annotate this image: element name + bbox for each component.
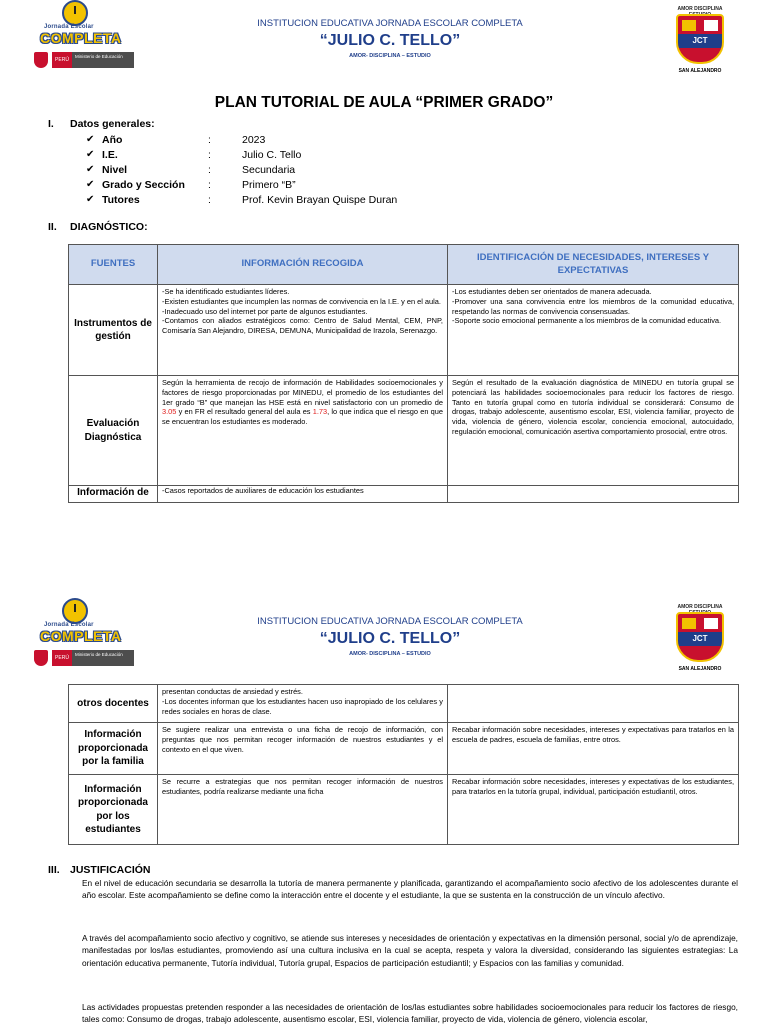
logo-completa-text: COMPLETA	[40, 30, 122, 46]
page-header	[0, 0, 768, 80]
info-cell: Se recurre a estrategias que nos permitan recoger información de nuestros estudiantes, podría realizarse mediante una ficha	[158, 775, 448, 845]
jornada-completa-logo	[34, 0, 134, 78]
general-value: 2023	[242, 133, 266, 146]
general-data-row	[86, 177, 397, 192]
justification-paragraph: Las actividades propuestas pretenden responder a las necesidades de orientación de los/las estudiantes sobre habilidades socioemocionales para reducir los factores de riesgo, tales como: Consumo de drogas, trabajo adolescente, ausentismo escolar, ESI, violencia familiar, proyecto de vida, violencia de género, violencia escolar,	[82, 1002, 738, 1024]
needs-line: -Soporte socio emocional permanente a los miembros de la comunidad educativa.	[452, 316, 722, 326]
peru-shield-icon	[34, 52, 48, 68]
school-crest-logo	[662, 604, 738, 676]
logo-completa-text: COMPLETA	[40, 628, 122, 644]
colon: :	[208, 178, 211, 191]
clock-icon	[62, 0, 88, 26]
school-name: “JULIO C. TELLO”	[319, 32, 461, 49]
general-label: Año	[102, 133, 123, 146]
logo-minedu-text: Ministerio de Educación	[72, 650, 134, 666]
general-value: Secundaria	[242, 163, 296, 176]
school-crest-logo	[662, 6, 738, 78]
crest-shield-icon	[676, 14, 724, 64]
info-text: y en FR el resultado general del aula es	[176, 407, 313, 417]
crest-initials: JCT	[678, 632, 722, 646]
source-cell: Información proporcionada por la familia	[69, 723, 158, 775]
crest-motto: AMOR DISCIPLINA	[677, 6, 723, 12]
info-cell	[158, 376, 448, 486]
needs-cell: Recabar información sobre necesidades, intereses y expectativas de los estudiantes, para tratarlos en la tutoría grupal, individual, participación estudiantil, otros.	[448, 775, 739, 845]
section-2-title: DIAGNÓSTICO:	[70, 221, 148, 233]
needs-line: -Los estudiantes deben ser orientados de manera adecuada.	[452, 287, 652, 296]
needs-cell: Según el resultado de la evaluación diagnóstica de MINEDU en tutoría grupal se potenciará las habilidades socioemocionales para reducir los factores de riesgo. Tanto en tutoría grupal como en tutoría individual se considerará: Consumo de drogas, trabajo adolescente, ausentismo escolar, ESI, violencia familiar, proyecto de vida, violencia de género, violencia escolar, conciencia emocional, autocuidado, regulación emocional, comunicación asertiva comportamiento prosocial, entre otros.	[448, 376, 739, 486]
general-data-list	[86, 132, 397, 207]
section-2-heading	[48, 221, 148, 233]
school-motto: AMOR- DISCIPLINA – ESTUDIO	[349, 53, 431, 59]
source-cell: Información proporcionada por los estudiantes	[69, 775, 158, 845]
header-center	[230, 598, 550, 657]
table-row	[69, 376, 739, 486]
column-header: FUENTES	[69, 245, 158, 285]
table-row	[69, 486, 739, 503]
info-line: -Inadecuado uso del internet por parte de algunos estudiantes.	[162, 306, 368, 316]
table-row	[69, 685, 739, 723]
section-3-title: JUSTIFICACIÓN	[70, 864, 151, 876]
diagnosis-table	[68, 244, 739, 503]
source-cell: otros docentes	[69, 685, 158, 723]
section-1-number: I.	[48, 118, 54, 130]
page-header	[0, 598, 768, 678]
section-3-heading	[48, 864, 151, 876]
crest-town: SAN ALEJANDRO	[678, 68, 722, 74]
checkmark-icon: ✔	[86, 164, 95, 175]
needs-cell: Recabar información sobre necesidades, intereses y expectativas para tratarlos en la escuela de padres, escuela de familias, entre otros.	[448, 723, 739, 775]
info-cell: -Casos reportados de auxiliares de educación los estudiantes	[158, 486, 448, 503]
diagnosis-table-continued	[68, 684, 739, 845]
needs-cell	[448, 285, 739, 376]
crest-initials: JCT	[678, 34, 722, 48]
needs-cell	[448, 685, 739, 723]
table-row	[69, 775, 739, 845]
crest-motto: AMOR DISCIPLINA	[677, 604, 723, 610]
justification-paragraph: A través del acompañamiento socio afectivo y cognitivo, se atiende sus intereses y necesidades de orientación y expectativas en la dimensión personal, social y/o de aprendizaje, manifestadas por los/las estudiantes, promoviendo así una cultura inclusiva en la cual se acepta, respeta y valora la diversidad, considerando las siguientes estrategias: La orientación educativa permanente, Tutoría individual, Tutoría grupal, Espacios de participación estudiantil; y Espacios con las familias y comunidad.	[82, 933, 738, 968]
info-text: , lo que indica que el riesgo en que se encuentran los estudiantes es moderado.	[162, 407, 443, 427]
source-cell: Instrumentos de gestión	[69, 285, 158, 376]
jornada-completa-logo	[34, 598, 134, 676]
source-cell: Evaluación Diagnóstica	[69, 376, 158, 486]
institution-name: INSTITUCION EDUCATIVA JORNADA ESCOLAR COMPLETA	[257, 18, 523, 29]
general-data-row	[86, 147, 397, 162]
colon: :	[208, 133, 211, 146]
header-center	[230, 0, 550, 59]
general-value: Julio C. Tello	[242, 148, 302, 161]
general-value: Primero “B”	[242, 178, 296, 191]
column-header: IDENTIFICACIÓN DE NECESIDADES, INTERESES Y EXPECTATIVAS	[448, 245, 739, 285]
needs-cell	[448, 486, 739, 503]
table-row	[69, 723, 739, 775]
info-line: -Los docentes informan que los estudiantes hacen uso inapropiado de los celulares y redes sociales en horas de clase.	[162, 696, 443, 716]
school-name: “JULIO C. TELLO”	[319, 630, 461, 647]
justification-paragraph: En el nivel de educación secundaria se desarrolla la tutoría de manera permanente y planificada, garantizando el acompañamiento socio afectivo de los adolescentes durante el año escolar. Este acompañamiento se define como la interacción entre el docente y el estudiante, la que se sustenta en la construcción de un vínculo afectivo.	[82, 878, 738, 901]
colon: :	[208, 148, 211, 161]
table-header-row	[69, 245, 739, 285]
checkmark-icon: ✔	[86, 194, 95, 205]
institution-name: INSTITUCION EDUCATIVA JORNADA ESCOLAR COMPLETA	[257, 616, 523, 627]
logo-peru-text: PERÚ	[52, 650, 72, 666]
peru-shield-icon	[34, 650, 48, 666]
general-value: Prof. Kevin Brayan Quispe Duran	[242, 193, 398, 206]
general-data-row	[86, 192, 397, 207]
column-header: INFORMACIÓN RECOGIDA	[158, 245, 448, 285]
info-cell	[158, 285, 448, 376]
checkmark-icon: ✔	[86, 179, 95, 190]
general-label: Tutores	[102, 193, 140, 206]
section-1-heading	[48, 118, 155, 130]
info-line: presentan conductas de ansiedad y estrés.	[162, 687, 303, 696]
logo-jornada-text: Jornada Escolar	[44, 622, 94, 628]
source-cell: Información de	[69, 486, 158, 503]
general-label: I.E.	[102, 148, 118, 161]
info-line: -Existen estudiantes que incumplen las normas de convivencia en la I.E. y en el aula.	[162, 296, 441, 306]
section-3-number: III.	[48, 864, 60, 876]
section-1-title: Datos generales:	[70, 118, 155, 130]
colon: :	[208, 163, 211, 176]
checkmark-icon: ✔	[86, 149, 95, 160]
table-row	[69, 285, 739, 376]
crest-town: SAN ALEJANDRO	[678, 666, 722, 672]
section-2-number: II.	[48, 221, 57, 233]
clock-icon	[62, 598, 88, 624]
colon: :	[208, 193, 211, 206]
risk-score: 1.73	[312, 407, 328, 417]
hse-score: 3.05	[162, 407, 177, 417]
info-cell: Se sugiere realizar una entrevista o una ficha de recojo de información, con preguntas que nos permitan recoger información de nuestros estudiantes y el contexto en el que viven.	[158, 723, 448, 775]
school-motto: AMOR- DISCIPLINA – ESTUDIO	[349, 651, 431, 657]
crest-shield-icon	[676, 612, 724, 662]
logo-peru-text: PERÚ	[52, 52, 72, 68]
page-title: PLAN TUTORIAL DE AULA “PRIMER GRADO”	[214, 94, 554, 111]
general-data-row	[86, 132, 397, 147]
general-data-row	[86, 162, 397, 177]
info-line: -Contamos con aliados estratégicos como: Centro de Salud Mental, CEM, PNP, Comisaría San Alejandro, DIRESA, DEMUNA, Municipalidad de Irazola, Serenazgo.	[162, 316, 443, 336]
info-line: -Se ha identificado estudiantes líderes.	[162, 287, 290, 296]
general-label: Nivel	[102, 163, 128, 176]
needs-line: -Promover una sana convivencia entre los miembros de la comunidad educativa, respetando las normas de convivencia consensuadas.	[452, 296, 734, 316]
logo-minedu-text: Ministerio de Educación	[72, 52, 134, 68]
checkmark-icon: ✔	[86, 134, 95, 145]
info-text: Según la herramienta de recojo de información de Habilidades socioemocionales y factores de riesgo proporcionadas por MINEDU, el promedio de los estudiantes del 1er grado “B” que manejan las HSE está en nivel satisfactorio con un promedio de	[162, 378, 443, 407]
general-label: Grado y Sección	[102, 178, 185, 191]
info-cell	[158, 685, 448, 723]
logo-jornada-text: Jornada Escolar	[44, 24, 94, 30]
